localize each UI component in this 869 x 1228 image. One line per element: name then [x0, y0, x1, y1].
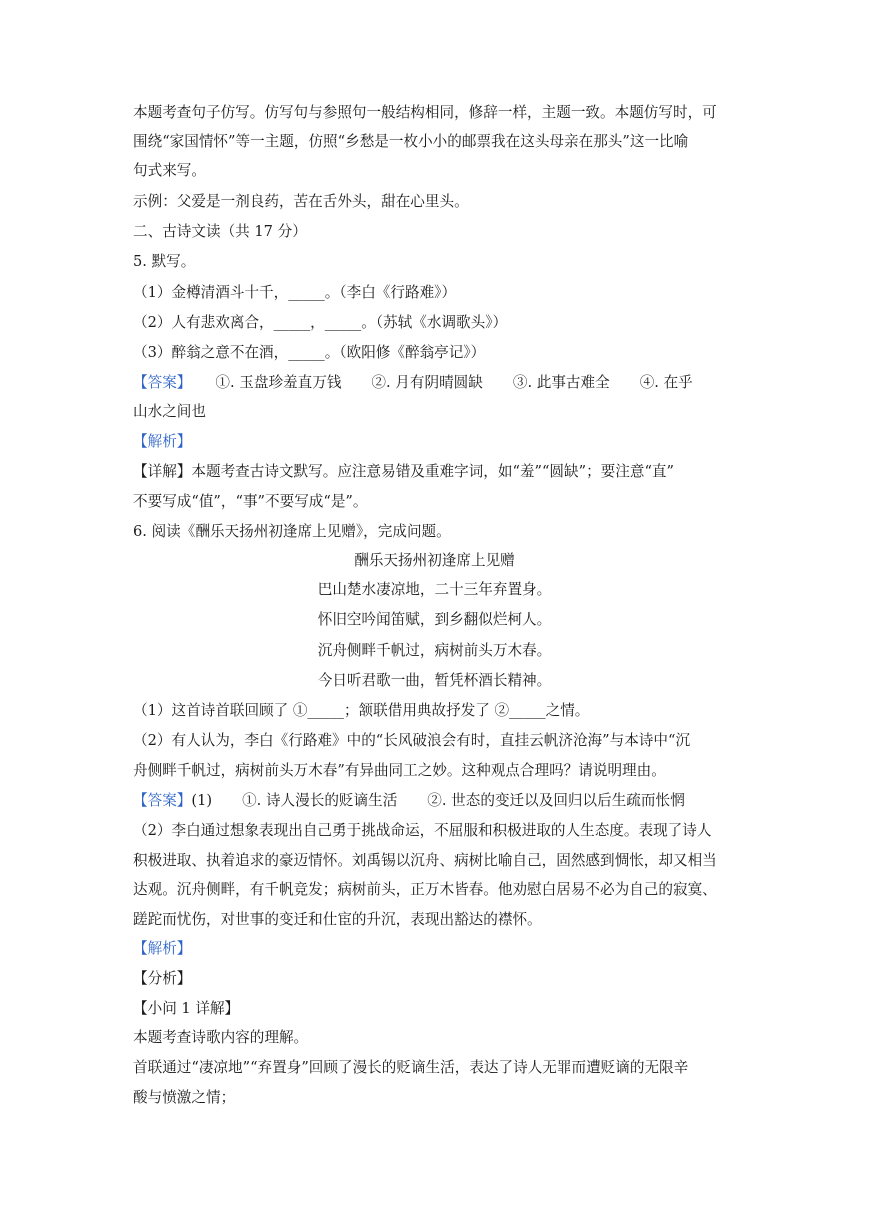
question-item: （2）人有悲欢离合，_____，_____。（苏轼《水调歌头》）	[133, 314, 508, 331]
poem-line: 怀旧空吟闻笛赋，到乡翻似烂柯人。	[317, 611, 552, 628]
answer-label: 【答案】	[133, 792, 192, 809]
question-title: 6. 阅读《酬乐天扬州初逢席上见赠》，完成问题。	[133, 523, 451, 540]
text-line: 山水之间也	[133, 403, 206, 420]
answer-item: ①. 玉盘珍羞直万钱	[215, 374, 342, 391]
poem-line: 巴山楚水凄凉地，二十三年弃置身。	[317, 581, 552, 598]
text-line: 围绕“家国情怀”等一主题，仿照“乡愁是一枚小小的邮票我在这头母亲在那头”这一比喻	[133, 133, 689, 150]
question-item: （1）金樽清酒斗十千，_____。（李白《行路难》）	[133, 284, 457, 301]
text-line: 【小问 1 详解】	[133, 1000, 240, 1017]
section-heading: 二、古诗文读（共 17 分）	[133, 223, 307, 240]
answer-item: ②. 世态的变迁以及回归以后生疏而怅惘	[427, 792, 685, 809]
text-line: 达观。沉舟侧畔，有千帆竞发；病树前头，正万木皆春。他劝慰白居易不必为自己的寂寞、	[133, 881, 717, 898]
text-line: 不要写成“值”，“事”不要写成“是”。	[133, 493, 368, 510]
text-line: 积极进取、执着追求的豪迈情怀。刘禹锡以沉舟、病树比喻自己，固然感到惆怅，却又相当	[133, 852, 717, 869]
analysis-label: 【解析】	[133, 433, 192, 450]
text-line: （2）李白通过想象表现出自己勇于挑战命运，不屈服和积极进取的人生态度。表现了诗人	[133, 822, 712, 839]
question-title: 5. 默写。	[133, 253, 196, 270]
poem-line: 今日听君歌一曲，暂凭杯酒长精神。	[317, 672, 552, 689]
text-line: 舟侧畔千帆过，病树前头万木春”有异曲同工之妙。这种观点合理吗？请说明理由。	[133, 762, 666, 779]
question-item: （1）这首诗首联回顾了 ①_____；颔联借用典故抒发了 ②_____之情。	[133, 702, 590, 719]
answer-item: ③. 此事古难全	[512, 374, 610, 391]
text-line: 【详解】本题考查古诗文默写。应注意易错及重难字词，如“羞”“圆缺”；要注意“直”	[133, 463, 674, 480]
answer-label: 【答案】	[133, 374, 192, 391]
answer-line	[133, 791, 773, 811]
poem-title: 酬乐天扬州初逢席上见赠	[354, 552, 515, 569]
poem-line: 沉舟侧畔千帆过，病树前头万木春。	[317, 642, 552, 659]
answer-item: ①. 诗人漫长的贬谪生活	[242, 792, 398, 809]
text-line: 蹉跎而忧伤，对世事的变迁和仕宦的升沉，表现出豁达的襟怀。	[133, 911, 542, 928]
text-line: 示例：父爱是一剂良药，苦在舌外头，甜在心里头。	[133, 193, 469, 210]
question-item: （3）醉翁之意不在酒，_____。（欧阳修《醉翁亭记》）	[133, 344, 486, 361]
answer-number: (1)	[191, 792, 213, 809]
answer-item: ②. 月有阴晴圆缺	[371, 374, 483, 391]
text-line: 本题考查句子仿写。仿写句与参照句一般结构相同，修辞一样，主题一致。本题仿写时，可	[133, 104, 717, 121]
text-line: 【分析】	[133, 970, 192, 987]
text-line: 本题考查诗歌内容的理解。	[133, 1029, 309, 1046]
text-line: 句式来写。	[133, 162, 206, 179]
analysis-label: 【解析】	[133, 940, 192, 957]
text-line: 酸与愤激之情；	[133, 1089, 236, 1106]
text-line: 首联通过“凄凉地”“弃置身”回顾了漫长的贬谪生活，表达了诗人无罪而遭贬谪的无限辛	[133, 1059, 689, 1076]
answer-line	[133, 373, 773, 393]
answer-item: ④. 在乎	[639, 374, 693, 391]
question-item: （2）有人认为，李白《行路难》中的“长风破浪会有时，直挂云帆济沧海”与本诗中“沉	[133, 732, 691, 749]
